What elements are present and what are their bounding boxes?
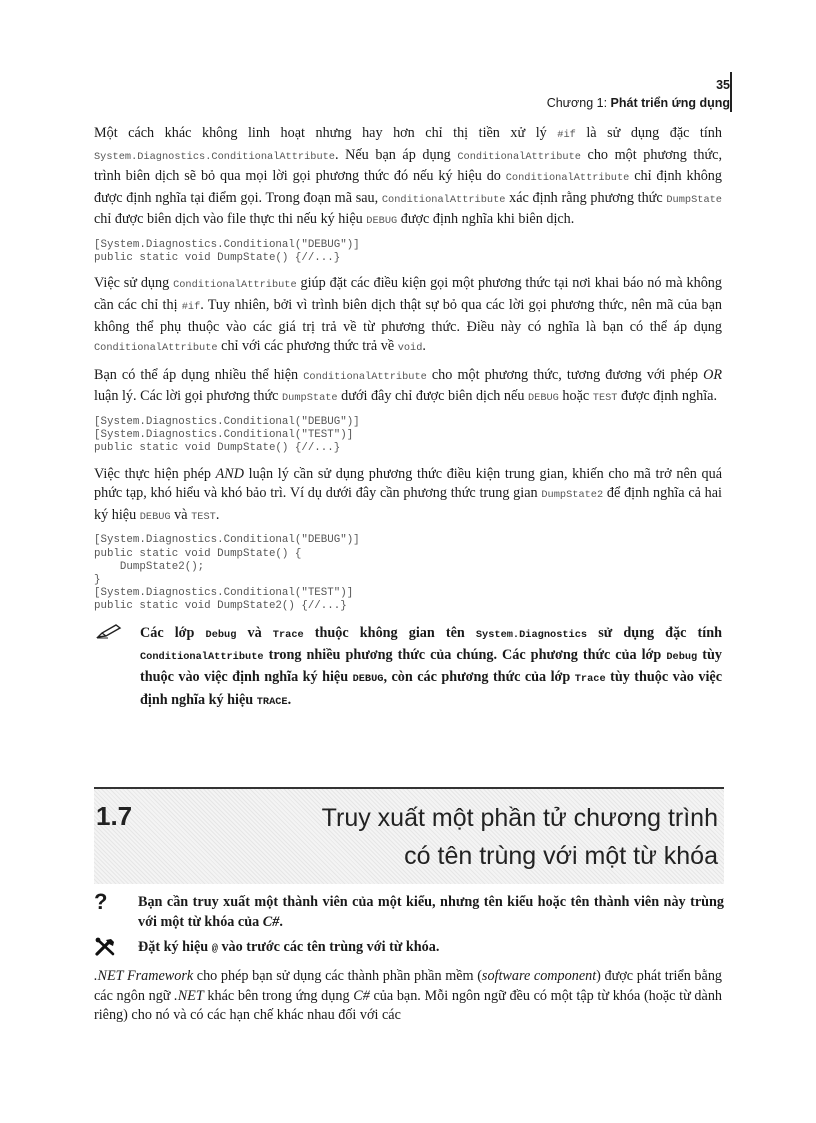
section-title-line2: có tên trùng với một từ khóa (404, 842, 718, 870)
note-box (94, 623, 722, 713)
body-content (94, 124, 722, 712)
solution-text: Đặt ký hiệu @ vào trước các tên trùng với từ khóa. (138, 939, 440, 955)
paragraph-4: Việc thực hiện phép AND luận lý cần sử dụng phương thức điều kiện trung gian, khiến cho mã trở nên quá phức tạp, khó hiểu và khó bảo trì. Ví dụ dưới đây cần phương thức trung gian DumpState2 để định nghĩa cả hai ký hiệu DEBUG và TEST. (94, 465, 723, 523)
paragraph-1: Một cách khác không linh hoạt nhưng hay hơn chỉ thị tiền xử lý #if là sử dụng đặc tính System.Diagnostics.ConditionalAttribute. Nếu bạn áp dụng ConditionalAttribute cho một phương thức, trình biên dịch sẽ bỏ qua mọi lời gọi phương thức đó nếu ký hiệu do ConditionalAttribute chỉ định không được định nghĩa tại điểm gọi. Trong đoạn mã sau, ConditionalAttribute xác định rằng phương thức DumpState chỉ được biên dịch vào file thực thi nếu ký hiệu DEBUG được định nghĩa khi biên dịch. (94, 125, 722, 228)
tools-icon (94, 937, 138, 960)
code-block-3: [System.Diagnostics.Conditional("DEBUG")] public static void DumpState() { DumpState2(); } [System.Diagnostics.Conditional("TEST")] public static void DumpState2() {//...} (94, 534, 360, 613)
problem-text: Bạn cần truy xuất một thành viên của một kiểu, nhưng tên kiểu hoặc tên thành viên này trùng với một từ khóa của C#. (138, 894, 724, 930)
page-number: 35 (716, 78, 730, 92)
problem-statement (94, 889, 724, 932)
section-title-line1: Truy xuất một phần tử chương trình (321, 804, 718, 832)
section-number: 1.7 (96, 801, 133, 831)
intro-paragraph: .NET Framework cho phép bạn sử dụng các thành phần phần mềm (software component) được phát triển bằng các ngôn ngữ .NET khác bên trong ứng dụng C# của bạn. Mỗi ngôn ngữ đều có một tập từ khóa (hoặc từ dành riêng) cho nó và có các hạn chế khác nhau đối với các (94, 968, 723, 1024)
question-icon: ? (94, 889, 108, 914)
note-text: Các lớp Debug và Trace thuộc không gian tên System.Diagnostics sử dụng đặc tính ConditionalAttribute trong nhiều phương thức của chúng. Các phương thức của lớp Debug tùy thuộc vào việc định nghĩa ký hiệu DEBUG, còn các phương thức của lớp Trace tùy thuộc vào việc định nghĩa ký hiệu TRACE. (140, 624, 722, 708)
solution-statement (94, 937, 724, 960)
pencil-note-icon (94, 623, 140, 713)
chapter-prefix: Chương 1: (546, 96, 611, 110)
header-rule (730, 72, 732, 112)
code-block-1: [System.Diagnostics.Conditional("DEBUG")] public static void DumpState() {//...} (94, 238, 360, 265)
chapter-title: Phát triển ứng dụng (610, 96, 730, 110)
intro-paragraph-container (94, 967, 722, 1033)
chapter-heading (547, 94, 730, 112)
section-heading (94, 787, 724, 884)
running-header (547, 76, 730, 112)
code-block-2: [System.Diagnostics.Conditional("DEBUG")] [System.Diagnostics.Conditional("TEST")] public static void DumpState() {//...} (94, 415, 360, 455)
paragraph-2: Việc sử dụng ConditionalAttribute giúp đặt các điều kiện gọi một phương thức tại nơi khai báo nó mà không cần các chỉ thị #if. Tuy nhiên, bởi vì trình biên dịch thật sự bỏ qua các lời gọi phương thức, nên mã của bạn không thể phụ thuộc vào các giá trị trả về từ phương thức. Điều này có nghĩa là bạn có thể áp dụng ConditionalAttribute chỉ với các phương thức trả về void. (94, 275, 723, 355)
paragraph-3: Bạn có thể áp dụng nhiều thể hiện ConditionalAttribute cho một phương thức, tương đương với phép OR luận lý. Các lời gọi phương thức DumpState dưới đây chỉ được biên dịch nếu DEBUG hoặc TEST được định nghĩa. (94, 366, 722, 405)
